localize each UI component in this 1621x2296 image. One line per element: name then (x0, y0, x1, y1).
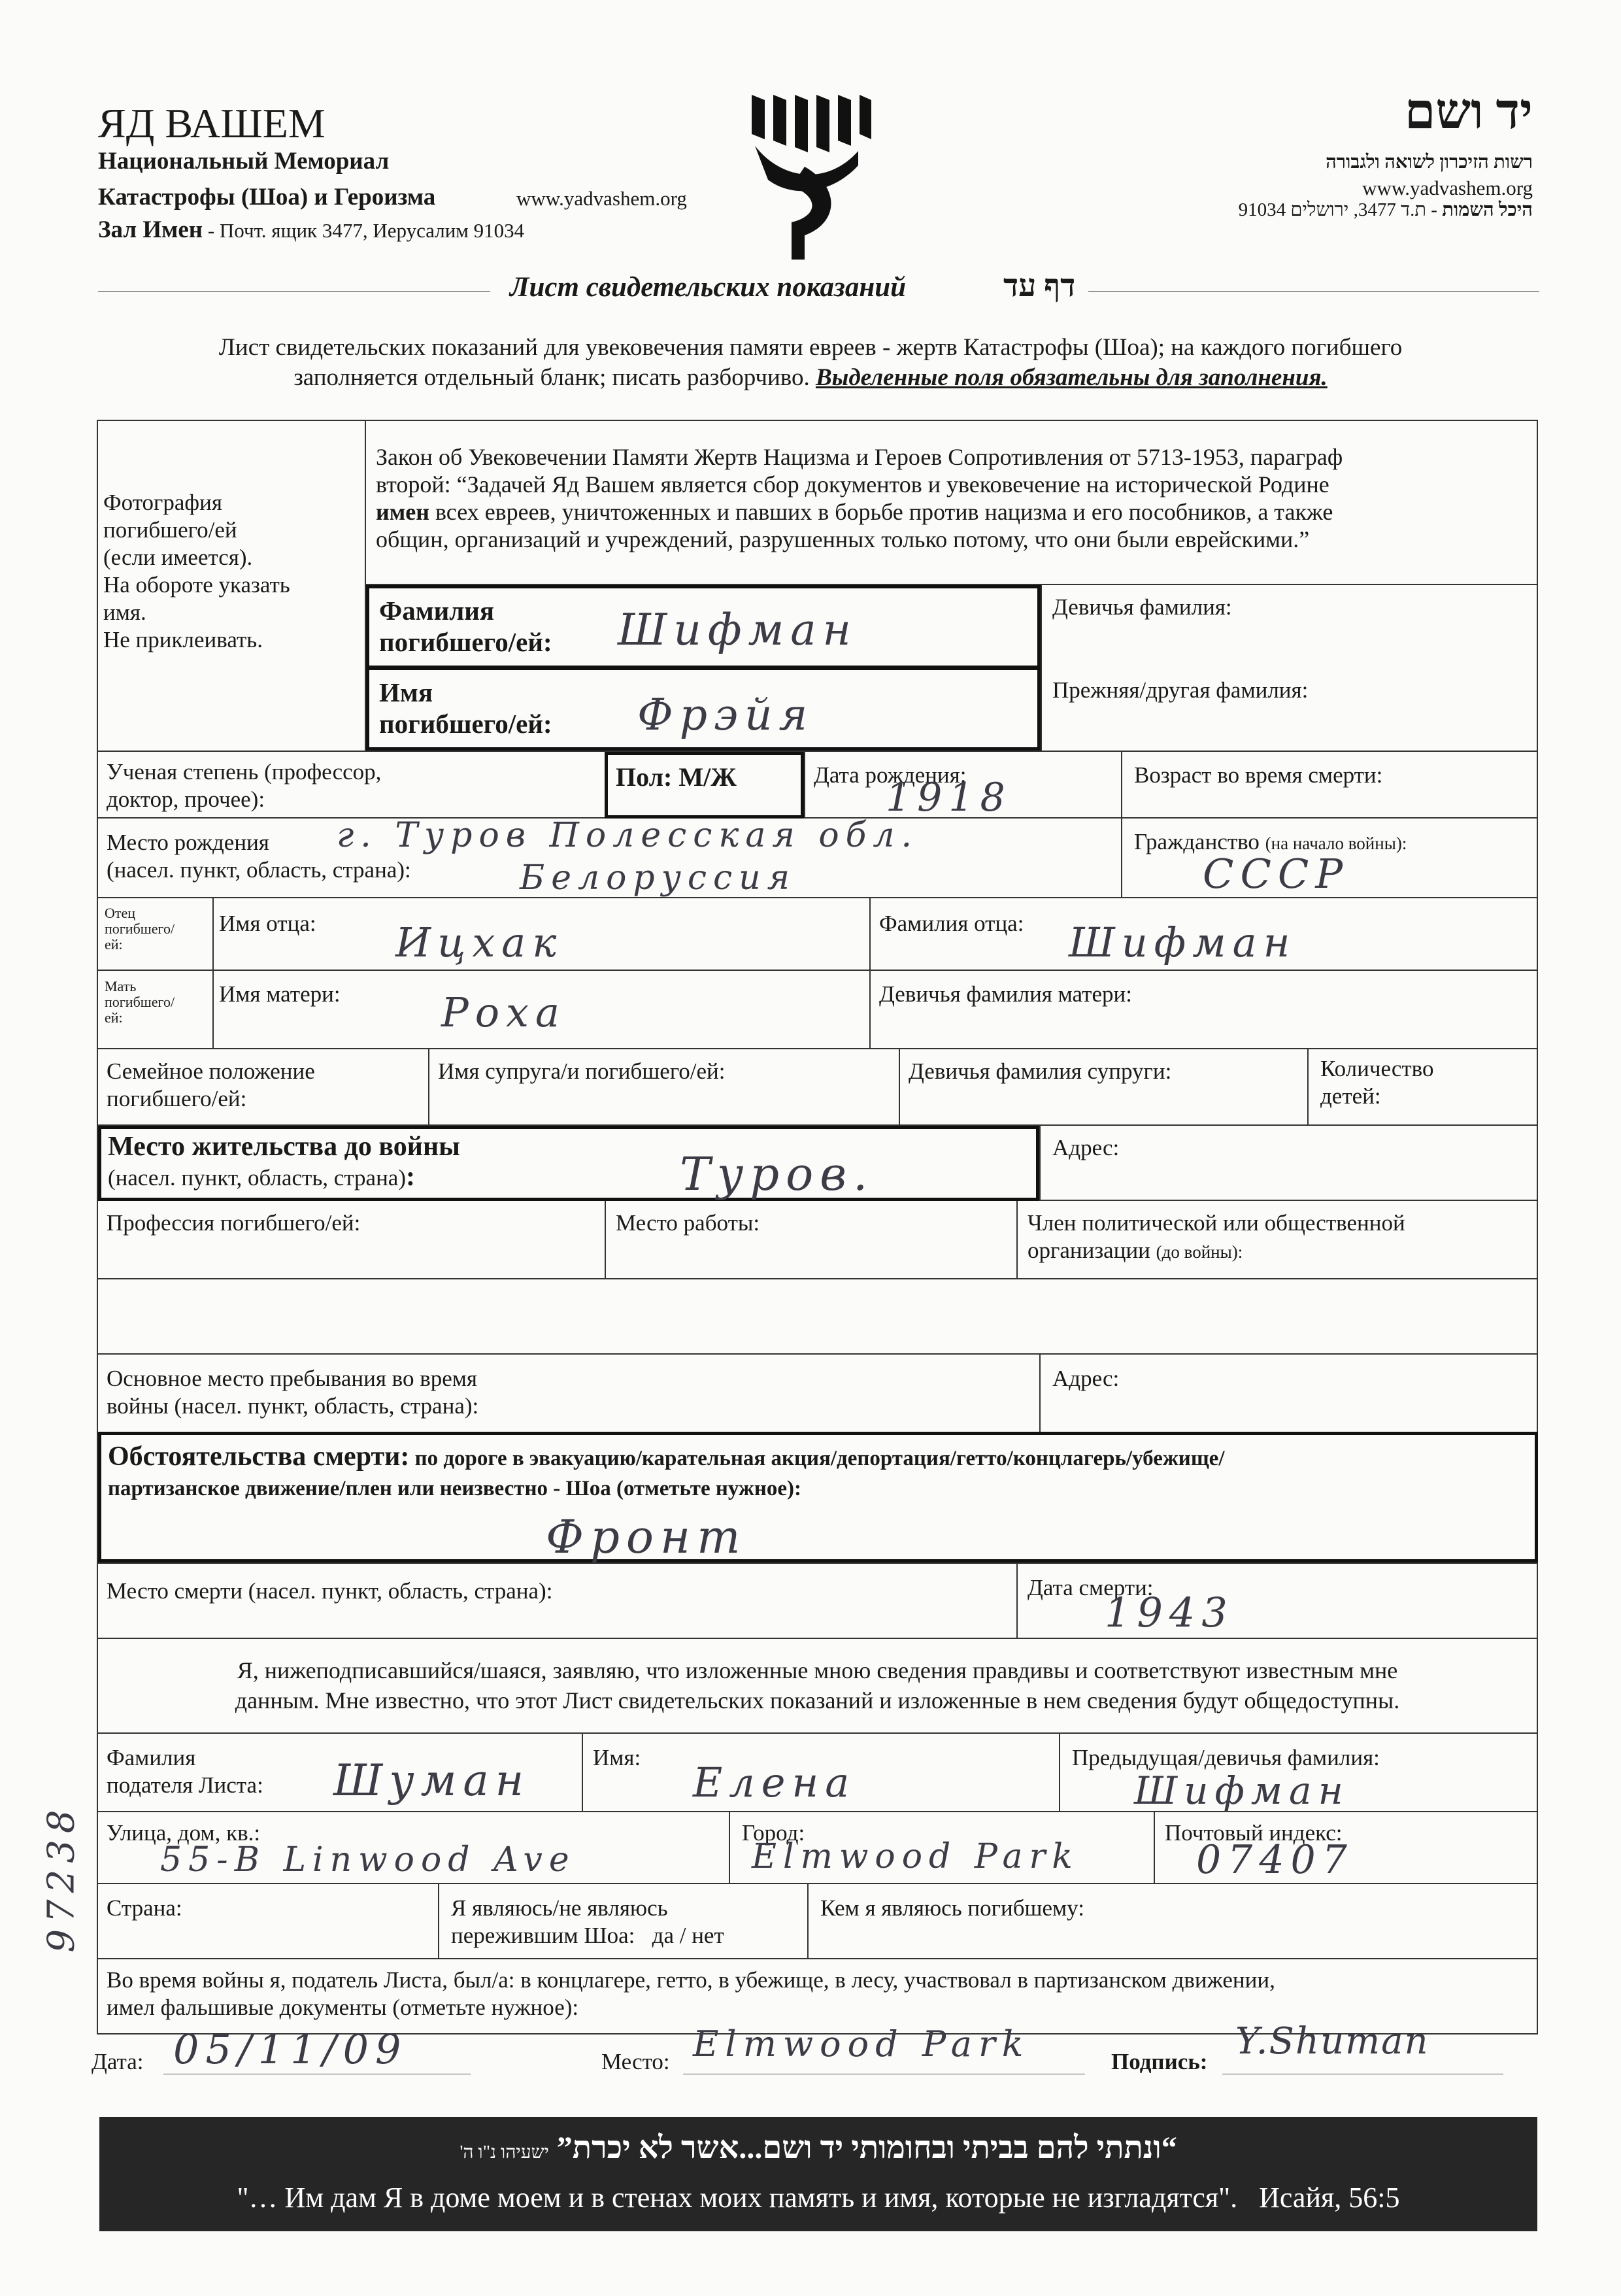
label-line: Отец (105, 905, 136, 921)
label-line: Во время войны я, податель Листа, был/а: в концлагере, гетто, в убежище, в лесу, участвовал в партизанском движении, (107, 1967, 1275, 1993)
label-line: Количество (1320, 1056, 1434, 1081)
death-circumstances-title: Обстоятельства смерти: (108, 1442, 410, 1472)
org-title-he: יד ושם (1404, 84, 1533, 139)
label-line: ей: (105, 936, 123, 953)
website-left: www.yadvashem.org (516, 187, 687, 210)
place-label: Место: (601, 2049, 670, 2074)
label-line: Ученая степень (профессор, (107, 759, 382, 785)
form-title-he: דף עד (1003, 269, 1076, 303)
submitter-wartime-label (107, 1967, 1275, 2021)
wartime-place-label (107, 1365, 478, 1420)
signature-label: Подпись: (1111, 2049, 1208, 2074)
law-text (376, 443, 1343, 553)
citizenship-label-text: Гражданство (1134, 829, 1265, 854)
footer-hebrew-ref: ישעיהו נ"ו ה' (460, 2142, 549, 2163)
citizenship-note: (на начало войны): (1265, 834, 1407, 853)
footer-banner (99, 2117, 1537, 2231)
photo-line: погибшего/ей (103, 517, 237, 543)
father-name-label: Имя отца: (219, 911, 316, 936)
label-line: Основное место пребывания во время (107, 1366, 478, 1391)
label-line: Фамилия (379, 596, 495, 626)
label-line: Место жительства до войны (108, 1132, 460, 1162)
submitter-name-value[interactable]: Елена (693, 1759, 856, 1806)
signature-value[interactable]: Y.Shuman (1235, 2020, 1429, 2063)
declaration-line: данным. Мне известно, что этот Лист свидетельских показаний и изложенные в нем сведения будут общедоступны. (235, 1687, 1400, 1714)
hall-label-ru: Зал Имен (98, 216, 203, 243)
label-line: доктор, прочее): (107, 786, 265, 812)
death-circumstances-options: по дороге в эвакуацию/карательная акция/депортация/гетто/концлагерь/убежище/ (409, 1447, 1225, 1470)
membership-label-text: организации (1028, 1238, 1156, 1263)
label-line: Член политической или общественной (1028, 1210, 1405, 1236)
label-line: погибшего/ей: (379, 709, 552, 739)
birthplace-value-line1[interactable]: г. Туров Полесская обл. (337, 816, 919, 855)
hall-address-he (1239, 199, 1533, 221)
residence-note: (насел. пункт, область, страна) (108, 1165, 406, 1190)
label-line: имел фальшивые документы (отметьте нужное): (107, 1995, 579, 2020)
law-line-rest: всех евреев, уничтоженных и павших в борьбе против нацизма и его пособников, а также (429, 499, 1333, 525)
mother-name-value[interactable]: Роха (441, 988, 566, 1036)
address-ru: - Почт. ящик 3477, Иерусалим 91034 (203, 219, 525, 242)
residence-colon: : (406, 1162, 415, 1192)
death-date-label: Дата смерти: (1028, 1575, 1154, 1600)
footer-hebrew (99, 2130, 1537, 2166)
declaration-line: Я, нижеподписавшийся/шаяся, заявляю, что изложенные мною сведения правдивы и соответствуют известным мне (237, 1657, 1398, 1683)
membership-note: (до войны): (1156, 1242, 1243, 1262)
death-circumstances-value[interactable]: Фронт (546, 1510, 747, 1564)
law-line: общин, организаций и учреждений, разрушенных только потому, что они были еврейскими.” (376, 526, 1310, 552)
zip-value[interactable]: 07407 (1196, 1837, 1354, 1883)
death-circumstances-label (108, 1442, 1225, 1504)
degree-label (107, 758, 381, 813)
profession-label: Профессия погибшего/ей: (107, 1210, 361, 1236)
father-name-value[interactable]: Ицхак (395, 919, 563, 966)
label-line: погибшего/ (105, 920, 175, 937)
dob-label: Дата рождения: (814, 762, 967, 788)
mother-maiden-label: Девичья фамилия матери: (879, 981, 1132, 1007)
photo-line: имя. (103, 599, 146, 625)
intro-line1: Лист свидетельских показаний для увековечения памяти евреев - жертв Катастрофы (Шоа); на каждого погибшего (218, 334, 1403, 361)
photo-line: (если имеется). (103, 545, 253, 570)
father-surname-value[interactable]: Шифман (1069, 919, 1297, 966)
label-line (108, 1162, 460, 1192)
photo-instructions (103, 489, 290, 654)
law-line: Закон об Увековечении Памяти Жертв Нацизма и Героев Сопротивления от 5713-1953, параграф (376, 444, 1343, 470)
label-line: погибшего/ (105, 994, 175, 1010)
submitter-surname-value[interactable]: Шуман (333, 1755, 531, 1806)
org-line2-ru: Катастрофы (Шоа) и Героизма (98, 184, 436, 211)
mother-side-label (105, 979, 175, 1026)
margin-number: 97238 (40, 1803, 83, 1953)
title-rule-left (98, 291, 490, 292)
intro-mandatory-note: Выделенные поля обязательны для заполнения. (815, 364, 1328, 391)
law-line (376, 498, 1343, 526)
label-line: ей: (105, 1009, 123, 1026)
residence-address-label: Адрес: (1052, 1135, 1120, 1160)
city-value[interactable]: Elmwood Park (752, 1837, 1079, 1876)
law-line: второй: “Задачей Яд Вашем является сбор документов и увековечение на исторической Родине (376, 471, 1329, 498)
photo-line: На обороте указать (103, 572, 290, 598)
footer-hebrew-text: “ונתתי להם בביתי ובחומותי יד ושם...אשר לא יכרת” (556, 2131, 1177, 2165)
residence-label (108, 1131, 460, 1192)
org-line-he: רשות הזיכרון לשואה ולגבורה (1326, 152, 1533, 173)
children-count-label (1320, 1055, 1433, 1110)
photo-line: Фотография (103, 490, 222, 515)
form-title-ru: Лист свидетельских показаний (510, 272, 907, 303)
membership-label (1028, 1209, 1405, 1266)
label-line: Я являюсь/не являюсь (451, 1895, 668, 1921)
label-line: Фамилия (107, 1745, 196, 1770)
zip-label: Почтовый индекс: (1165, 1820, 1343, 1846)
date-label: Дата: (92, 2049, 144, 2074)
title-rule-right (1088, 291, 1539, 292)
father-side-label (105, 905, 175, 953)
hall-label-he: היכל השמות (1442, 199, 1533, 220)
firstname-label (379, 677, 552, 739)
label-line: подателя Листа: (107, 1772, 263, 1798)
org-line1-ru: Национальный Мемориал (98, 148, 390, 175)
submitter-surname-label (107, 1744, 263, 1799)
spouse-name-label: Имя супруга/и погибшего/ей: (438, 1058, 726, 1084)
firstname-value[interactable]: Фрэйя (637, 690, 814, 740)
org-title-ru: ЯД ВАШЕМ (98, 100, 326, 146)
address-he: - ת.ד 3477, ירושלים 91034 (1238, 199, 1443, 220)
label-line: партизанское движение/плен или неизвестно - Шоа (отметьте нужное): (108, 1477, 801, 1500)
submitter-prev-surname-value[interactable]: Шифман (1134, 1768, 1350, 1813)
declaration (97, 1655, 1538, 1715)
date-value[interactable]: 05/11/09 (173, 2025, 408, 2073)
age-at-death-label: Возраст во время смерти: (1134, 762, 1383, 788)
residence-value[interactable]: Туров. (680, 1147, 875, 1201)
intro-line2 (0, 363, 1621, 392)
spouse-maiden-label: Девичья фамилия супруги: (909, 1058, 1172, 1084)
intro-line2-text: заполняется отдельный бланк; писать разборчиво. (293, 364, 816, 391)
prev-surname-label: Прежняя/другая фамилия: (1052, 677, 1309, 703)
label-line: Место рождения (107, 830, 269, 855)
menorah-logo (742, 88, 873, 265)
hall-address-ru (98, 216, 524, 244)
surname-label (379, 595, 552, 658)
label-line: Имя (379, 677, 433, 707)
label-line: (насел. пункт, область, страна): (107, 857, 411, 883)
label-line: Семейное положение (107, 1058, 315, 1084)
birthplace-value-line2[interactable]: Белоруссия (520, 858, 797, 898)
label-line: войны (насел. пункт, область, страна): (107, 1393, 479, 1419)
label-line (1028, 1237, 1405, 1266)
wartime-address-label: Адрес: (1052, 1366, 1120, 1391)
photo-line: Не приклеивать. (103, 627, 263, 652)
sex-label: Пол: М/Ж (616, 762, 737, 792)
father-surname-label: Фамилия отца: (879, 911, 1024, 936)
survivor-label (451, 1895, 724, 1950)
surname-value[interactable]: Шифман (618, 605, 858, 655)
marital-status-label (107, 1058, 315, 1113)
label-line (108, 1442, 1225, 1474)
place-value[interactable]: Elmwood Park (693, 2023, 1030, 2065)
maiden-name-label: Девичья фамилия: (1052, 594, 1232, 620)
label-line: пережившим Шоа: да / нет (451, 1923, 724, 1948)
street-value[interactable]: 55-B Linwood Ave (160, 1840, 576, 1880)
mother-name-label: Имя матери: (219, 981, 341, 1007)
footer-russian: "… Им дам Я в доме моем и в стенах моих память и имя, которые не изгладятся". Исайя, 56:5 (237, 2182, 1400, 2214)
submitter-prev-surname-label: Предыдущая/девичья фамилия: (1072, 1745, 1380, 1770)
label-line: детей: (1320, 1083, 1381, 1109)
label-line: погибшего/ей: (379, 627, 552, 657)
country-label: Страна: (107, 1895, 182, 1921)
law-bold-word: имен (376, 499, 429, 525)
city-label: Город: (742, 1820, 805, 1846)
death-place-label: Место смерти (насел. пункт, область, страна): (107, 1578, 553, 1604)
submitter-name-label: Имя: (593, 1745, 641, 1770)
label-line: Мать (105, 978, 137, 994)
citizenship-value[interactable]: СССР (1203, 850, 1350, 898)
street-label: Улица, дом, кв.: (107, 1820, 261, 1846)
relation-label: Кем я являюсь погибшему: (820, 1895, 1084, 1921)
dob-value[interactable]: 1918 (886, 775, 1012, 820)
website-right: www.yadvashem.org (1362, 177, 1533, 199)
death-date-value[interactable]: 1943 (1105, 1589, 1234, 1636)
label-line: погибшего/ей: (107, 1086, 247, 1111)
workplace-label: Место работы: (616, 1210, 760, 1236)
